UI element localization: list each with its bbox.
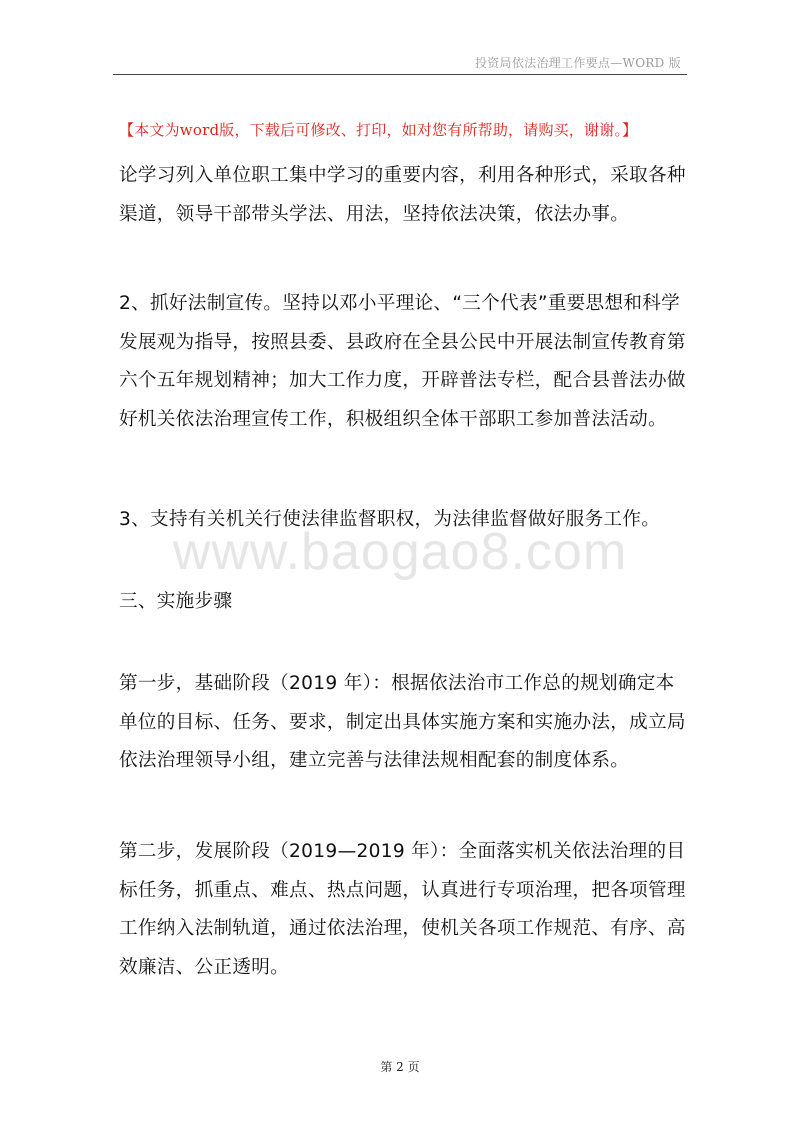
- text-line: 渠道，领导干部带头学法、用法，坚持依法决策，依法办事。: [119, 203, 630, 225]
- watermark: www.baogao8.com: [172, 523, 628, 581]
- text-line: 第二步，发展阶段（2019—2019 年）：全面落实机关依法治理的目: [119, 841, 686, 862]
- paragraph-legal-publicity: [119, 285, 689, 439]
- text-line: 依法治理领导小组，建立完善与法律法规相配套的制度体系。: [119, 750, 630, 771]
- text-line: 第一步，基础阶段（2019 年）：根据依法治市工作总的规划确定本: [119, 673, 675, 694]
- page-header-title: 投资局依法治理工作要点—WORD 版: [474, 56, 681, 70]
- text-line: 2、抓好法制宣传。坚持以邓小平理论、“三个代表”重要思想和科学: [119, 293, 681, 314]
- text-line: 六个五年规划精神；加大工作力度，开辟普法专栏，配合县普法办做: [119, 370, 686, 391]
- purchase-notice: 【本文为word版，下载后可修改、打印，如对您有所帮助，请购买，谢谢。】: [119, 121, 638, 139]
- header-divider: [113, 74, 687, 75]
- page-number: 第 2 页: [380, 1060, 420, 1074]
- text-line: 工作纳入法制轨道，通过依法治理，使机关各项工作规范、有序、高: [119, 918, 686, 939]
- text-line: 3、支持有关机关行使法律监督职权，为法律监督做好服务工作。: [119, 509, 661, 530]
- text-line: 三、实施步骤: [119, 591, 233, 612]
- section-heading-implementation-steps: [119, 583, 689, 622]
- paragraph-step-two: [119, 833, 689, 987]
- text-line: 效廉洁、公正透明。: [119, 956, 290, 978]
- paragraph-step-one: [119, 665, 689, 781]
- text-line: 好机关依法治理宣传工作，积极组织全体干部职工参加普法活动。: [119, 408, 667, 430]
- paragraph-study-law: [119, 157, 689, 234]
- text-line: 标任务，抓重点、难点、热点问题，认真进行专项治理，把各项管理: [119, 879, 686, 901]
- text-line: 论学习列入单位职工集中学习的重要内容，利用各种形式，采取各种: [119, 165, 686, 186]
- text-line: 单位的目标、任务、要求，制定出具体实施方案和实施办法，成立局: [119, 711, 686, 733]
- paragraph-legal-supervision: [119, 501, 689, 540]
- text-line: 发展观为指导，按照县委、县政府在全县公民中开展法制宣传教育第: [119, 331, 686, 353]
